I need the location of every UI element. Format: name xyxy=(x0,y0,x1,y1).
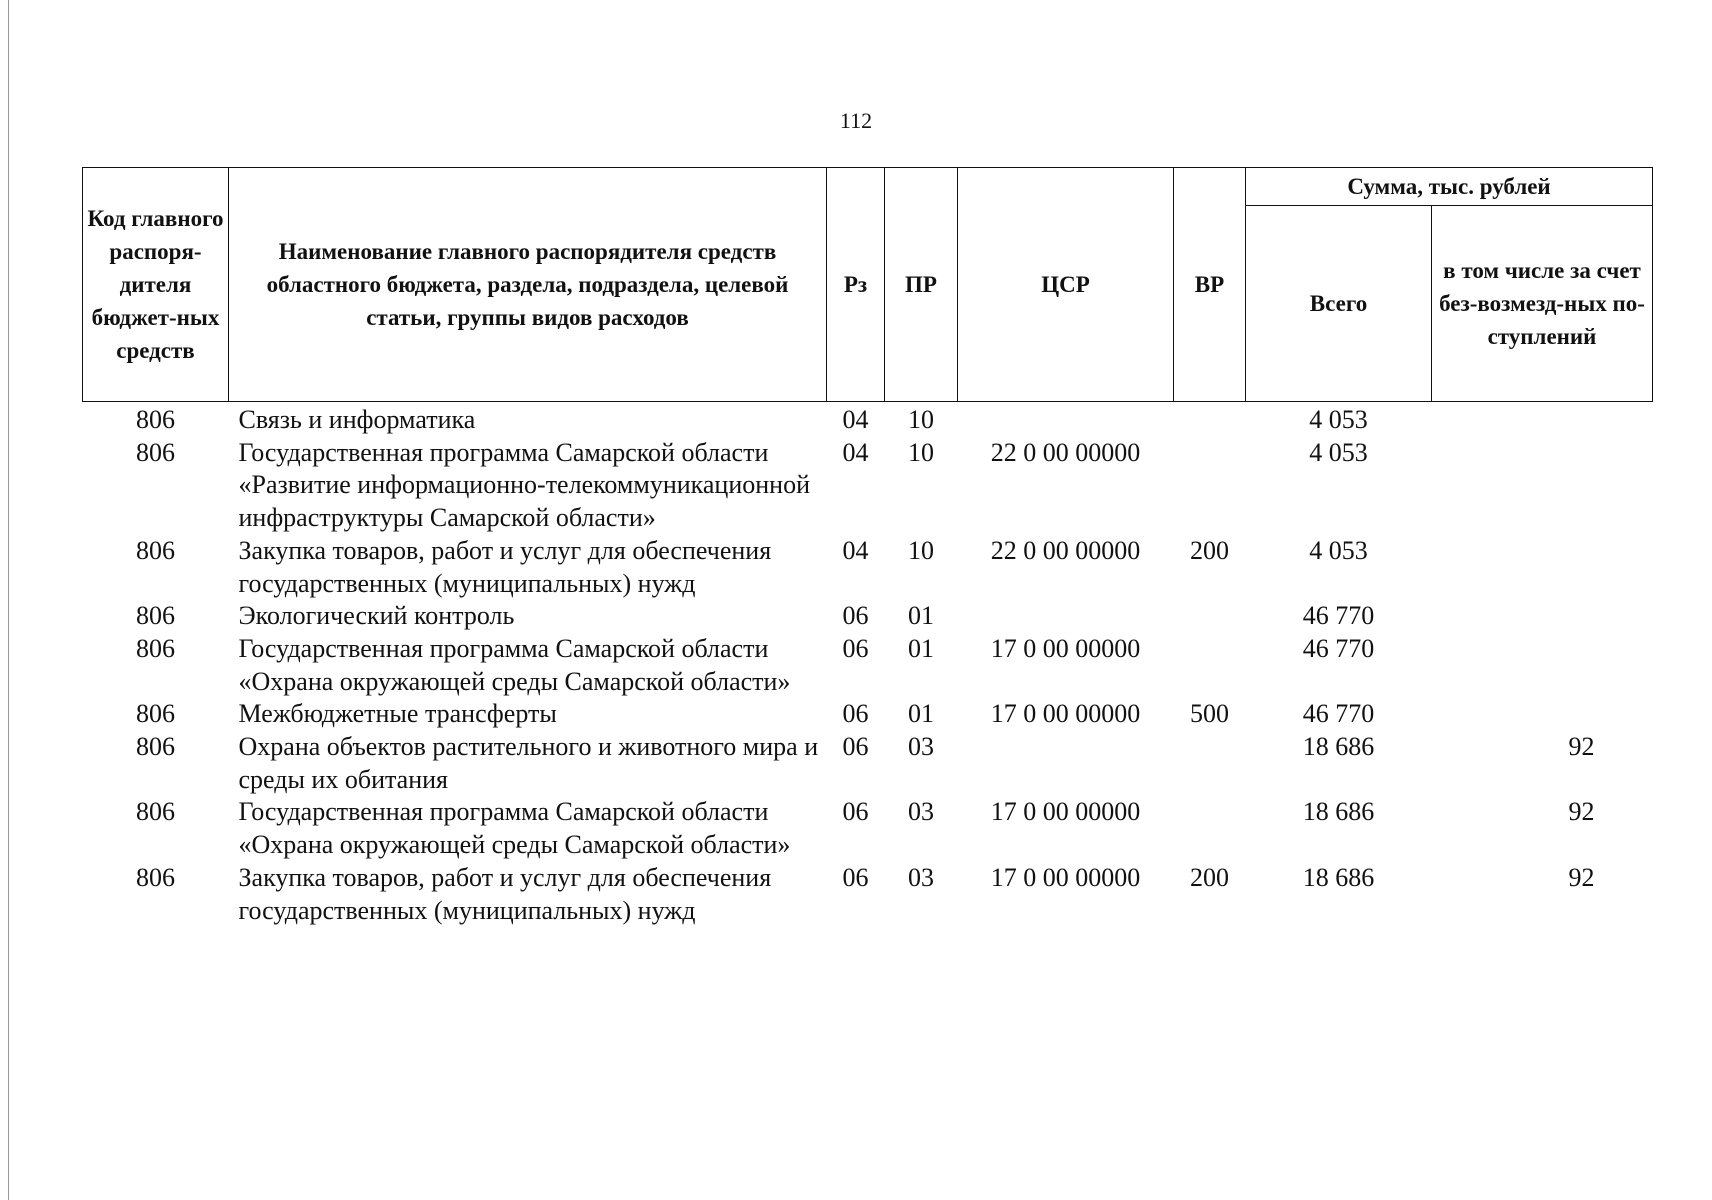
cell-name: Закупка товаров, работ и услуг для обеспечения государственных (муниципальных) нужд xyxy=(238,535,772,598)
cell-csr: 17 0 00 00000 xyxy=(990,699,1141,729)
cell-pr: 01 xyxy=(908,601,934,631)
cell-csr: 17 0 00 00000 xyxy=(990,862,1141,892)
cell-vr xyxy=(1174,402,1246,437)
cell-free xyxy=(1432,437,1653,535)
page-number: 112 xyxy=(839,108,873,133)
header-total: Всего xyxy=(1246,206,1432,402)
header-code: Код главного распоря-дителя бюджет-ных средств xyxy=(83,168,229,402)
cell-name: Закупка товаров, работ и услуг для обеспечения государственных (муниципальных) нужд xyxy=(238,862,772,925)
cell-total: 18 686 xyxy=(1302,797,1375,827)
cell-csr: 17 0 00 00000 xyxy=(990,797,1141,827)
cell-free: 92 xyxy=(1568,862,1595,892)
cell-total: 4 053 xyxy=(1309,535,1368,565)
cell-name: Государственная программа Самарской области «Охрана окружающей среды Самарской области» xyxy=(238,633,791,696)
cell-total: 18 686 xyxy=(1302,732,1375,762)
header-free: в том числе за счет без-возмезд-ных по-ступлений xyxy=(1432,206,1653,402)
table-row xyxy=(83,698,1653,731)
cell-code: 806 xyxy=(136,535,175,565)
cell-total: 4 053 xyxy=(1309,437,1368,467)
cell-name: Государственная программа Самарской области «Развитие информационно-телекоммуникационной инфраструктуры Самарской области» xyxy=(238,437,811,533)
cell-csr xyxy=(958,402,1174,437)
header-vr: ВР xyxy=(1174,168,1246,402)
cell-pr: 03 xyxy=(908,797,934,827)
cell-rz: 04 xyxy=(842,535,869,565)
cell-rz: 04 xyxy=(842,437,869,467)
cell-code: 806 xyxy=(136,437,175,467)
cell-vr xyxy=(1174,731,1246,796)
cell-name: Государственная программа Самарской области «Охрана окружающей среды Самарской области» xyxy=(238,797,791,860)
cell-pr: 10 xyxy=(908,405,934,434)
cell-free xyxy=(1432,535,1653,600)
cell-free: 92 xyxy=(1568,732,1595,762)
cell-total: 46 770 xyxy=(1302,633,1375,663)
cell-free xyxy=(1432,633,1653,698)
cell-rz: 04 xyxy=(842,405,869,434)
cell-vr xyxy=(1174,796,1246,861)
cell-code: 806 xyxy=(136,699,175,729)
cell-free xyxy=(1432,600,1653,633)
cell-pr: 10 xyxy=(908,535,934,565)
cell-pr: 01 xyxy=(908,699,934,729)
cell-rz: 06 xyxy=(842,699,869,729)
table-row xyxy=(83,633,1653,698)
cell-vr xyxy=(1174,600,1246,633)
cell-free xyxy=(1432,698,1653,731)
cell-csr xyxy=(958,731,1174,796)
cell-code: 806 xyxy=(136,732,175,762)
cell-name: Экологический контроль xyxy=(238,601,515,631)
cell-vr: 500 xyxy=(1190,699,1229,729)
cell-free: 92 xyxy=(1568,797,1595,827)
cell-vr: 200 xyxy=(1190,535,1229,565)
cell-csr: 22 0 00 00000 xyxy=(990,437,1141,467)
table-row xyxy=(83,437,1653,535)
table-row xyxy=(83,731,1653,796)
cell-code: 806 xyxy=(136,601,175,631)
cell-code: 806 xyxy=(136,405,175,434)
header-name: Наименование главного распорядителя средств областного бюджета, раздела, подраздела, целевой статьи, группы видов расходов xyxy=(229,168,827,402)
scan-edge-line xyxy=(8,0,9,1200)
header-csr: ЦСР xyxy=(958,168,1174,402)
header-rz: Рз xyxy=(827,168,885,402)
cell-csr: 17 0 00 00000 xyxy=(990,633,1141,663)
cell-total: 18 686 xyxy=(1302,862,1375,892)
cell-csr xyxy=(958,600,1174,633)
budget-table xyxy=(82,167,1653,927)
cell-rz: 06 xyxy=(842,633,869,663)
cell-total: 4 053 xyxy=(1309,405,1368,434)
table-row xyxy=(83,600,1653,633)
cell-name: Связь и информатика xyxy=(238,405,476,434)
cell-code: 806 xyxy=(136,862,175,892)
cell-pr: 03 xyxy=(908,732,934,762)
cell-total: 46 770 xyxy=(1302,601,1375,631)
cell-pr: 01 xyxy=(908,633,934,663)
cell-pr: 03 xyxy=(908,862,934,892)
cell-csr: 22 0 00 00000 xyxy=(990,535,1141,565)
header-pr: ПР xyxy=(885,168,958,402)
cell-pr: 10 xyxy=(908,437,934,467)
cell-vr xyxy=(1174,437,1246,535)
cell-code: 806 xyxy=(136,633,175,663)
table-body xyxy=(83,402,1653,928)
table-row xyxy=(83,796,1653,861)
table-row xyxy=(83,862,1653,927)
cell-free xyxy=(1432,402,1653,437)
cell-rz: 06 xyxy=(842,601,869,631)
cell-name: Охрана объектов растительного и животного мира и среды их обитания xyxy=(238,732,819,794)
cell-rz: 06 xyxy=(842,862,869,892)
cell-rz: 06 xyxy=(842,797,869,827)
cell-code: 806 xyxy=(136,797,175,827)
cell-name: Межбюджетные трансферты xyxy=(238,699,557,729)
cell-vr xyxy=(1174,633,1246,698)
table-row xyxy=(83,402,1653,437)
cell-rz: 06 xyxy=(842,732,869,762)
cell-vr: 200 xyxy=(1190,862,1229,892)
header-sum: Сумма, тыс. рублей xyxy=(1246,168,1653,206)
cell-total: 46 770 xyxy=(1302,699,1375,729)
table-row xyxy=(83,535,1653,600)
